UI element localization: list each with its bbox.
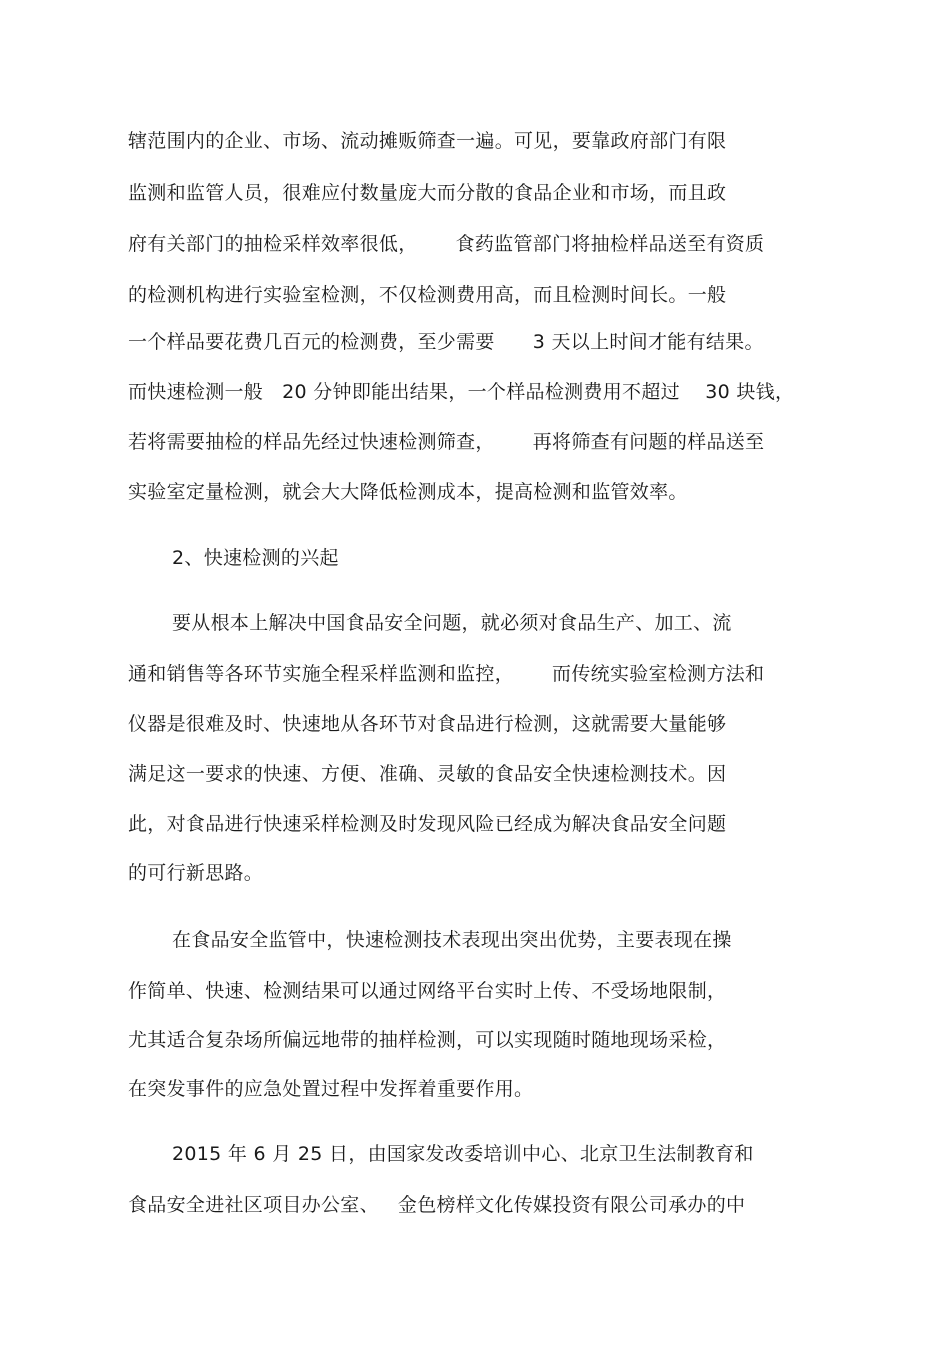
paragraph-line: 辖范围内的企业、市场、流动摊贩筛查一遍。可见，要靠政府部门有限	[128, 130, 727, 152]
paragraph-line: 而快速检测一般 20 分钟即能出结果，一个样品检测费用不超过 30 块钱，	[128, 381, 795, 403]
paragraph-line: 的可行新思路。	[128, 862, 264, 884]
paragraph-line: 监测和监管人员，很难应付数量庞大而分散的食品企业和市场，而且政	[128, 182, 727, 204]
paragraph-line: 满足这一要求的快速、方便、准确、灵敏的食品安全快速检测技术。因	[128, 763, 727, 785]
section-heading: 2、快速检测的兴起	[172, 547, 339, 569]
paragraph-line: 通和销售等各环节实施全程采样监测和监控， 而传统实验室检测方法和	[128, 663, 765, 685]
paragraph-line: 此，对食品进行快速采样检测及时发现风险已经成为解决食品安全问题	[128, 813, 727, 835]
paragraph-line: 在突发事件的应急处置过程中发挥着重要作用。	[128, 1078, 534, 1100]
paragraph-line: 食品安全进社区项目办公室、 金色榜样文化传媒投资有限公司承办的中	[128, 1194, 746, 1216]
paragraph-line: 在食品安全监管中，快速检测技术表现出突出优势，主要表现在操	[172, 929, 732, 951]
paragraph-line: 实验室定量检测，就会大大降低检测成本，提高检测和监管效率。	[128, 481, 688, 503]
paragraph-line: 作简单、快速、检测结果可以通过网络平台实时上传、不受场地限制，	[128, 980, 727, 1002]
paragraph-line: 尤其适合复杂场所偏远地带的抽样检测，可以实现随时随地现场采检，	[128, 1029, 727, 1051]
paragraph-line: 要从根本上解决中国食品安全问题，就必须对食品生产、加工、流	[172, 612, 732, 634]
paragraph-line: 若将需要抽检的样品先经过快速检测筛查， 再将筛查有问题的样品送至	[128, 431, 765, 453]
paragraph-line: 仪器是很难及时、快速地从各环节对食品进行检测，这就需要大量能够	[128, 713, 727, 735]
paragraph-line: 2015 年 6 月 25 日，由国家发改委培训中心、北京卫生法制教育和	[172, 1143, 754, 1165]
paragraph-line: 府有关部门的抽检采样效率很低， 食药监管部门将抽检样品送至有资质	[128, 233, 765, 255]
paragraph-line: 一个样品要花费几百元的检测费，至少需要 3 天以上时间才能有结果。	[128, 331, 764, 353]
paragraph-line: 的检测机构进行实验室检测，不仅检测费用高，而且检测时间长。一般	[128, 284, 727, 306]
